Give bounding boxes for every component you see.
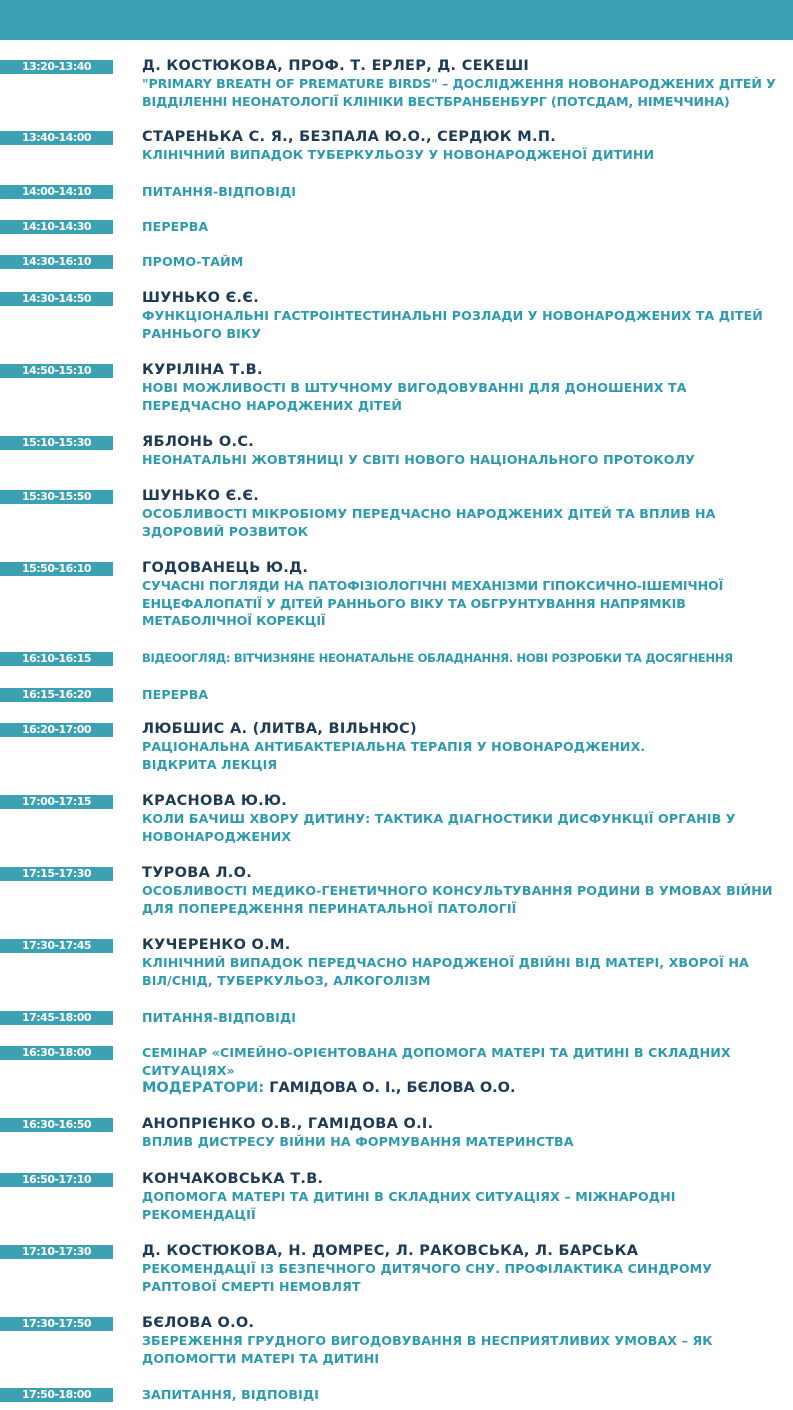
speaker-name: ЛЮБШИС А. (ЛИТВА, ВІЛЬНЮС) bbox=[142, 721, 417, 737]
time-badge: 15:50-16:10 bbox=[0, 562, 113, 576]
talk-topic: КЛІНІЧНИЙ ВИПАДОК ТУБЕРКУЛЬОЗУ У НОВОНАРОДЖЕНОЇ ДИТИНИ bbox=[142, 147, 655, 162]
time-badge: 17:50-18:00 bbox=[0, 1388, 113, 1402]
talk-topic: НОВІ МОЖЛИВОСТІ В ШТУЧНОМУ ВИГОДОВУВАННІ ДЛЯ ДОНОШЕНИХ ТА ПЕРЕДЧАСНО НАРОДЖЕНИХ ДІТЕЙ bbox=[142, 380, 687, 413]
talk-topic: РЕКОМЕНДАЦІЇ ІЗ БЕЗПЕЧНОГО ДИТЯЧОГО СНУ. ПРОФІЛАКТИКА СИНДРОМУ РАПТОВОЇ СМЕРТІ НЕМОВЛЯТ bbox=[142, 1261, 713, 1294]
talk-topic: ЗБЕРЕЖЕННЯ ГРУДНОГО ВИГОДОВУВАННЯ В НЕСПРИЯТЛИВИХ УМОВАХ – ЯК ДОПОМОГТИ МАТЕРІ ТА ДИТИНІ bbox=[142, 1333, 713, 1366]
time-badge: 15:10-15:30 bbox=[0, 436, 113, 450]
speaker-name: ШУНЬКО Є.Є. bbox=[142, 488, 260, 504]
speaker-name: БЄЛОВА О.О. bbox=[142, 1315, 255, 1331]
talk-topic: ОСОБЛИВОСТІ МЕДИКО-ГЕНЕТИЧНОГО КОНСУЛЬТУВАННЯ РОДИНИ В УМОВАХ ВІЙНИ ДЛЯ ПОПЕРЕДЖЕННЯ ПЕРИНАТАЛЬНОЇ ПАТОЛОГІЇ bbox=[142, 883, 773, 916]
time-badge: 17:00-17:15 bbox=[0, 795, 113, 809]
moderators-label: МОДЕРАТОРИ: bbox=[142, 1080, 265, 1096]
time-badge: 17:45-18:00 bbox=[0, 1011, 113, 1025]
speaker-name: КРАСНОВА Ю.Ю. bbox=[142, 793, 288, 809]
time-badge: 13:20-13:40 bbox=[0, 60, 113, 74]
talk-topic: РАЦІОНАЛЬНА АНТИБАКТЕРІАЛЬНА ТЕРАПІЯ У НОВОНАРОДЖЕНИХ. ВІДКРИТА ЛЕКЦІЯ bbox=[142, 739, 646, 772]
speaker-name: КУЧЕРЕНКО О.М. bbox=[142, 937, 291, 953]
time-badge: 14:00-14:10 bbox=[0, 185, 113, 199]
time-badge: 16:10-16:15 bbox=[0, 652, 113, 666]
time-badge: 16:20-17:00 bbox=[0, 723, 113, 737]
speaker-name: Д. КОСТЮКОВА, Н. ДОМРЕС, Л. РАКОВСЬКА, Л. БАРСЬКА bbox=[142, 1243, 639, 1259]
talk-topic: ПЕРЕРВА bbox=[142, 219, 209, 234]
time-badge: 16:50-17:10 bbox=[0, 1173, 113, 1187]
speaker-name: ГОДОВАНЕЦЬ Ю.Д. bbox=[142, 560, 309, 576]
talk-topic: КОЛИ БАЧИШ ХВОРУ ДИТИНУ: ТАКТИКА ДІАГНОСТИКИ ДИСФУНКЦІЇ ОРГАНІВ У НОВОНАРОДЖЕНИХ bbox=[142, 811, 736, 844]
speaker-name: СТАРЕНЬКА С. Я., БЕЗПАЛА Ю.О., СЕРДЮК М.П. bbox=[142, 129, 557, 145]
time-badge: 14:50-15:10 bbox=[0, 364, 113, 378]
talk-topic: НЕОНАТАЛЬНІ ЖОВТЯНИЦІ У СВІТІ НОВОГО НАЦІОНАЛЬНОГО ПРОТОКОЛУ bbox=[142, 452, 695, 467]
talk-topic: ДОПОМОГА МАТЕРІ ТА ДИТИНІ В СКЛАДНИХ СИТУАЦІЯХ – МІЖНАРОДНІ РЕКОМЕНДАЦІЇ bbox=[142, 1189, 676, 1222]
speaker-name: ЯБЛОНЬ О.С. bbox=[142, 434, 255, 450]
time-badge: 17:15-17:30 bbox=[0, 867, 113, 881]
time-badge: 16:30-16:50 bbox=[0, 1118, 113, 1132]
speaker-name: АНОПРІЄНКО О.В., ГАМІДОВА О.І. bbox=[142, 1116, 434, 1132]
talk-topic: ЗАПИТАННЯ, ВІДПОВІДІ bbox=[142, 1387, 319, 1402]
speaker-name: ТУРОВА Л.О. bbox=[142, 865, 253, 881]
talk-topic: ВПЛИВ ДИСТРЕСУ ВІЙНИ НА ФОРМУВАННЯ МАТЕРИНСТВА bbox=[142, 1134, 574, 1149]
speaker-name: Д. КОСТЮКОВА, ПРОФ. Т. ЕРЛЕР, Д. СЕКЕШІ bbox=[142, 58, 530, 74]
talk-topic: КЛІНІЧНИЙ ВИПАДОК ПЕРЕДЧАСНО НАРОДЖЕНОЇ ДВІЙНІ ВІД МАТЕРІ, ХВОРОЇ НА ВІЛ/СНІД, ТУБЕРКУЛЬОЗ, АЛКОГОЛІЗМ bbox=[142, 955, 749, 988]
time-badge: 14:30-16:10 bbox=[0, 255, 113, 269]
time-badge: 17:30-17:50 bbox=[0, 1317, 113, 1331]
talk-topic: ПРОМО-ТАЙМ bbox=[142, 254, 244, 269]
time-badge: 15:30-15:50 bbox=[0, 490, 113, 504]
talk-topic: ФУНКЦІОНАЛЬНІ ГАСТРОІНТЕСТИНАЛЬНІ РОЗЛАДИ У НОВОНАРОДЖЕНИХ ТА ДІТЕЙ РАННЬОГО ВІКУ bbox=[142, 308, 763, 341]
talk-topic: ПЕРЕРВА bbox=[142, 687, 209, 702]
moderators-line bbox=[142, 1080, 782, 1097]
time-badge: 13:40-14:00 bbox=[0, 131, 113, 145]
time-badge: 17:10-17:30 bbox=[0, 1245, 113, 1259]
time-badge: 16:30-18:00 bbox=[0, 1046, 113, 1060]
seminar-title: СЕМІНАР «СІМЕЙНО-ОРІЄНТОВАНА ДОПОМОГА МАТЕРІ ТА ДИТИНІ В СКЛАДНИХ СИТУАЦІЯХ» bbox=[142, 1045, 731, 1078]
talk-topic: СУЧАСНІ ПОГЛЯДИ НА ПАТОФІЗІОЛОГІЧНІ МЕХАНІЗМИ ГІПОКСИЧНО-ІШЕМІЧНОЇ ЕНЦЕФАЛОПАТІЇ У ДІТЕЙ РАННЬОГО ВІКУ ТА ОБГРУНТУВАННЯ НАПРЯМКІВ МЕТАБОЛІЧНОЇ КОРЕКЦІЇ bbox=[142, 578, 724, 628]
talk-topic: ПИТАННЯ-ВІДПОВІДІ bbox=[142, 184, 297, 199]
time-badge: 16:15-16:20 bbox=[0, 688, 113, 702]
moderators-names: ГАМІДОВА О. І., БЄЛОВА О.О. bbox=[264, 1080, 516, 1096]
speaker-name: КОНЧАКОВСЬКА Т.В. bbox=[142, 1171, 324, 1187]
talk-topic: ВІДЕООГЛЯД: ВІТЧИЗНЯНЕ НЕОНАТАЛЬНЕ ОБЛАДНАННЯ. НОВІ РОЗРОБКИ ТА ДОСЯГНЕННЯ bbox=[142, 651, 733, 665]
time-badge: 14:10-14:30 bbox=[0, 220, 113, 234]
time-badge: 14:30-14:50 bbox=[0, 292, 113, 306]
speaker-name: ШУНЬКО Є.Є. bbox=[142, 290, 260, 306]
talk-topic: "PRIMARY BREATH OF PREMATURE BIRDS" – ДОСЛІДЖЕННЯ НОВОНАРОДЖЕНИХ ДІТЕЙ У ВІДДІЛЕННІ НЕОНАТОЛОГІЇ КЛІНІКИ ВЕСТБРАНБЕНБУРГ (ПОТСДАМ, НІМЕЧЧИНА) bbox=[142, 76, 776, 109]
time-badge: 17:30-17:45 bbox=[0, 939, 113, 953]
speaker-name: КУРІЛІНА Т.В. bbox=[142, 362, 263, 378]
talk-topic: ОСОБЛИВОСТІ МІКРОБІОМУ ПЕРЕДЧАСНО НАРОДЖЕНИХ ДІТЕЙ ТА ВПЛИВ НА ЗДОРОВИЙ РОЗВИТОК bbox=[142, 506, 716, 539]
talk-topic: ПИТАННЯ-ВІДПОВІДІ bbox=[142, 1010, 297, 1025]
